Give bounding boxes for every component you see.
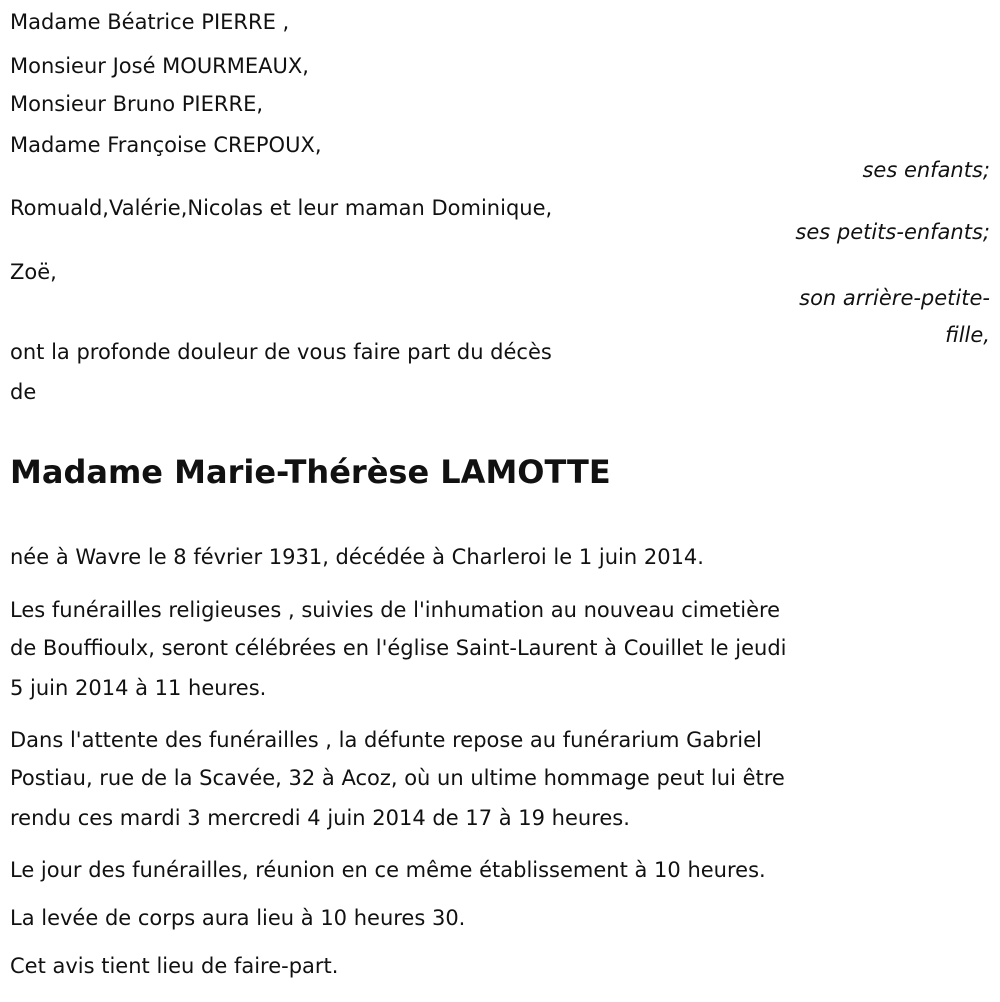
great-grandchild-label: son arrière-petite-	[799, 286, 990, 310]
visitation-line: rendu ces mardi 3 mercredi 4 juin 2014 de 17 à 19 heures.	[10, 806, 630, 830]
visitation-line: Postiau, rue de la Scavée, 32 à Acoz, où un ultime hommage peut lui être	[10, 766, 785, 790]
funeral-line: de Bouffioulx, seront célébrées en l'église Saint-Laurent à Couillet le jeudi	[10, 636, 787, 660]
grandchildren: Romuald,Valérie,Nicolas et leur maman Dominique,	[10, 196, 553, 220]
notice-line: Cet avis tient lieu de faire-part.	[10, 954, 339, 978]
family-member: Monsieur José MOURMEAUX,	[10, 54, 309, 78]
family-member: Madame Béatrice PIERRE ,	[10, 10, 290, 34]
birth-death-line: née à Wavre le 8 février 1931, décédée à Charleroi le 1 juin 2014.	[10, 545, 704, 569]
family-member: Monsieur Bruno PIERRE,	[10, 92, 264, 116]
meeting-line: Le jour des funérailles, réunion en ce même établissement à 10 heures.	[10, 858, 766, 882]
funeral-line: 5 juin 2014 à 11 heures.	[10, 676, 267, 700]
deceased-name: Madame Marie-Thérèse LAMOTTE	[10, 453, 611, 491]
children-label: ses enfants;	[862, 158, 990, 182]
levee-line: La levée de corps aura lieu à 10 heures 30.	[10, 906, 466, 930]
family-member: Madame Françoise CREPOUX,	[10, 133, 322, 157]
funeral-line: Les funérailles religieuses , suivies de l'inhumation au nouveau cimetière	[10, 598, 781, 622]
announcement: ont la profonde douleur de vous faire part du décès	[10, 340, 552, 364]
announcement-cont: de	[10, 380, 37, 404]
great-grandchild-label-cont: fille,	[945, 323, 990, 347]
visitation-line: Dans l'attente des funérailles , la défunte repose au funérarium Gabriel	[10, 728, 762, 752]
grandchildren-label: ses petits-enfants;	[795, 220, 990, 244]
great-grandchild: Zoë,	[10, 260, 57, 284]
